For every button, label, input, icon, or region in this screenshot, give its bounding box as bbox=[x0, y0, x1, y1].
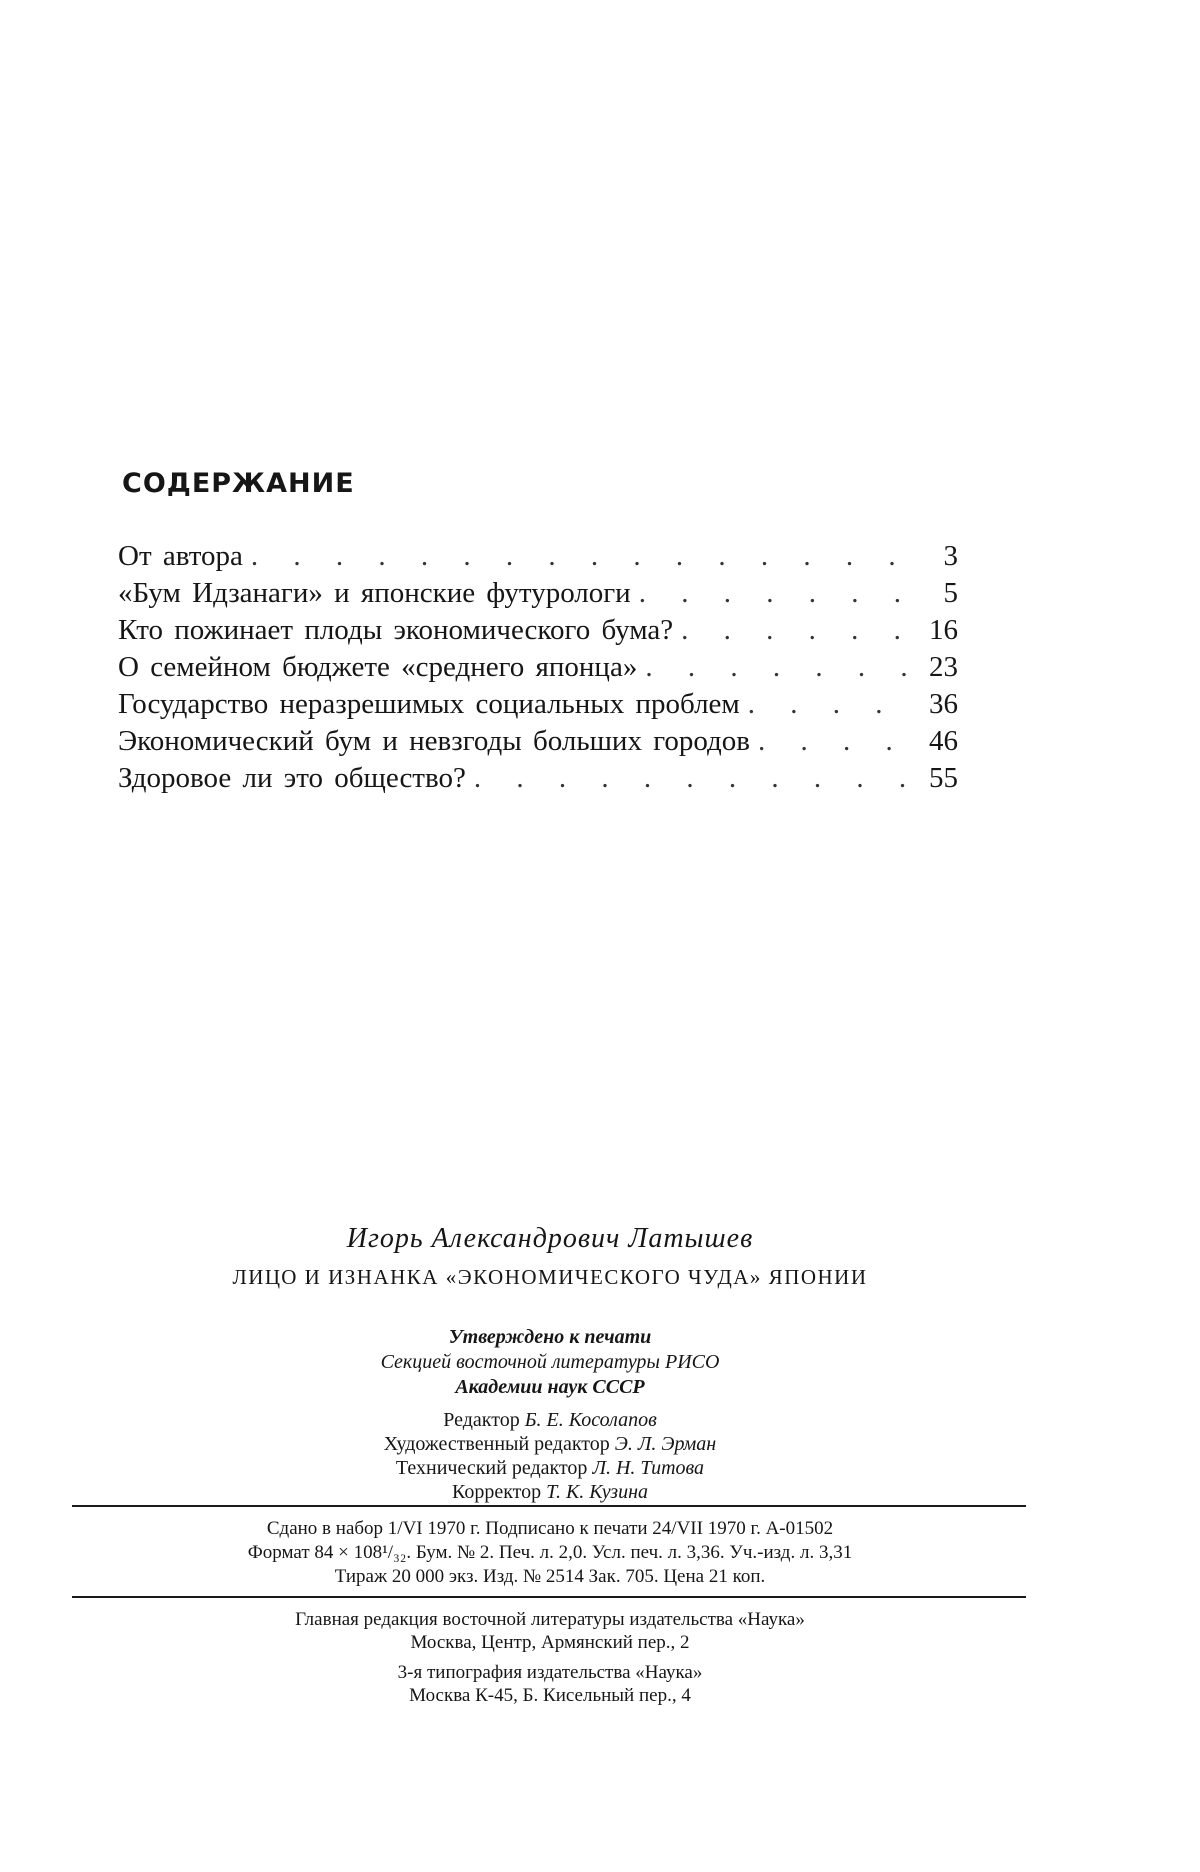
toc-entry-title: Государство неразрешимых социальных проблем bbox=[118, 688, 740, 720]
toc-entry-title: О семейном бюджете «среднего японца» bbox=[118, 651, 638, 683]
approval-line: Утверждено к печати bbox=[448, 1326, 652, 1348]
publisher-info bbox=[70, 1608, 1030, 1654]
toc-dot-leader bbox=[681, 612, 906, 649]
toc-entry-title: От автора bbox=[118, 540, 243, 572]
printer-line: Москва К-45, Б. Кисельный пер., 4 bbox=[409, 1685, 691, 1706]
staff-name: Б. Е. Косолапов bbox=[524, 1409, 657, 1431]
approval-line: Академии наук СССР bbox=[455, 1376, 645, 1398]
toc-entry-page: 36 bbox=[929, 688, 958, 720]
toc-entry-page: 3 bbox=[943, 540, 958, 572]
staff-line bbox=[70, 1408, 1030, 1432]
publisher-line: Москва, Центр, Армянский пер., 2 bbox=[410, 1632, 690, 1653]
book-title: ЛИЦО И ИЗНАНКА «ЭКОНОМИЧЕСКОГО ЧУДА» ЯПОНИИ bbox=[232, 1265, 868, 1289]
publisher-line: Главная редакция восточной литературы издательства «Наука» bbox=[295, 1609, 805, 1630]
toc-entry bbox=[118, 723, 958, 760]
toc-entry bbox=[118, 575, 958, 612]
divider bbox=[72, 1596, 1026, 1598]
toc-entry-page: 55 bbox=[929, 762, 958, 794]
toc-dot-leader bbox=[639, 575, 906, 612]
staff-name: Т. К. Кузина bbox=[546, 1481, 649, 1503]
toc-entry bbox=[118, 760, 958, 797]
toc-entry-page: 16 bbox=[929, 614, 958, 646]
toc-entry-page: 23 bbox=[929, 651, 958, 683]
toc-dot-leader bbox=[758, 723, 906, 760]
toc-entry-title: Кто пожинает плоды экономического бума? bbox=[118, 614, 674, 646]
staff-name: Э. Л. Эрман bbox=[614, 1433, 717, 1455]
toc-dot-leader bbox=[474, 760, 906, 797]
toc-entry-title: Экономический бум и невзгоды больших городов bbox=[118, 725, 750, 757]
table-of-contents bbox=[118, 538, 958, 797]
toc-entry bbox=[118, 612, 958, 649]
toc-dot-leader bbox=[251, 538, 906, 575]
printer-line: 3-я типография издательства «Наука» bbox=[397, 1662, 703, 1683]
toc-dot-leader bbox=[748, 686, 906, 723]
toc-entry-title: Здоровое ли это общество? bbox=[118, 762, 466, 794]
author-name: Игорь Александрович Латышев bbox=[346, 1223, 754, 1254]
print-data-line: Формат 84 × 108¹/₃₂. Бум. № 2. Печ. л. 2,0. Усл. печ. л. 3,36. Уч.-изд. л. 3,31 bbox=[247, 1542, 853, 1563]
approval-line: Секцией восточной литературы РИСО bbox=[380, 1351, 720, 1373]
editorial-staff bbox=[70, 1408, 1030, 1504]
toc-heading: СОДЕРЖАНИЕ bbox=[122, 468, 355, 499]
toc-entry-page: 5 bbox=[943, 577, 958, 609]
staff-role: Художественный редактор bbox=[383, 1433, 610, 1455]
toc-entry bbox=[118, 686, 958, 723]
toc-entry bbox=[118, 649, 958, 686]
print-data-line: Сдано в набор 1/VI 1970 г. Подписано к печати 24/VII 1970 г. А-01502 bbox=[266, 1518, 834, 1539]
staff-role: Корректор bbox=[451, 1481, 542, 1503]
toc-entry-title: «Бум Идзанаги» и японские футурологи bbox=[118, 577, 631, 609]
staff-role: Редактор bbox=[443, 1409, 520, 1431]
staff-line bbox=[70, 1456, 1030, 1480]
approval-block bbox=[70, 1325, 1030, 1400]
staff-name: Л. Н. Титова bbox=[592, 1457, 705, 1479]
print-data-line: Тираж 20 000 экз. Изд. № 2514 Зак. 705. Цена 21 коп. bbox=[334, 1566, 766, 1587]
divider bbox=[72, 1505, 1026, 1507]
printer-info bbox=[70, 1661, 1030, 1707]
staff-line bbox=[70, 1480, 1030, 1504]
toc-entry bbox=[118, 538, 958, 575]
print-data bbox=[70, 1517, 1030, 1589]
toc-dot-leader bbox=[645, 649, 906, 686]
staff-line bbox=[70, 1432, 1030, 1456]
toc-entry-page: 46 bbox=[929, 725, 958, 757]
staff-role: Технический редактор bbox=[395, 1457, 588, 1479]
